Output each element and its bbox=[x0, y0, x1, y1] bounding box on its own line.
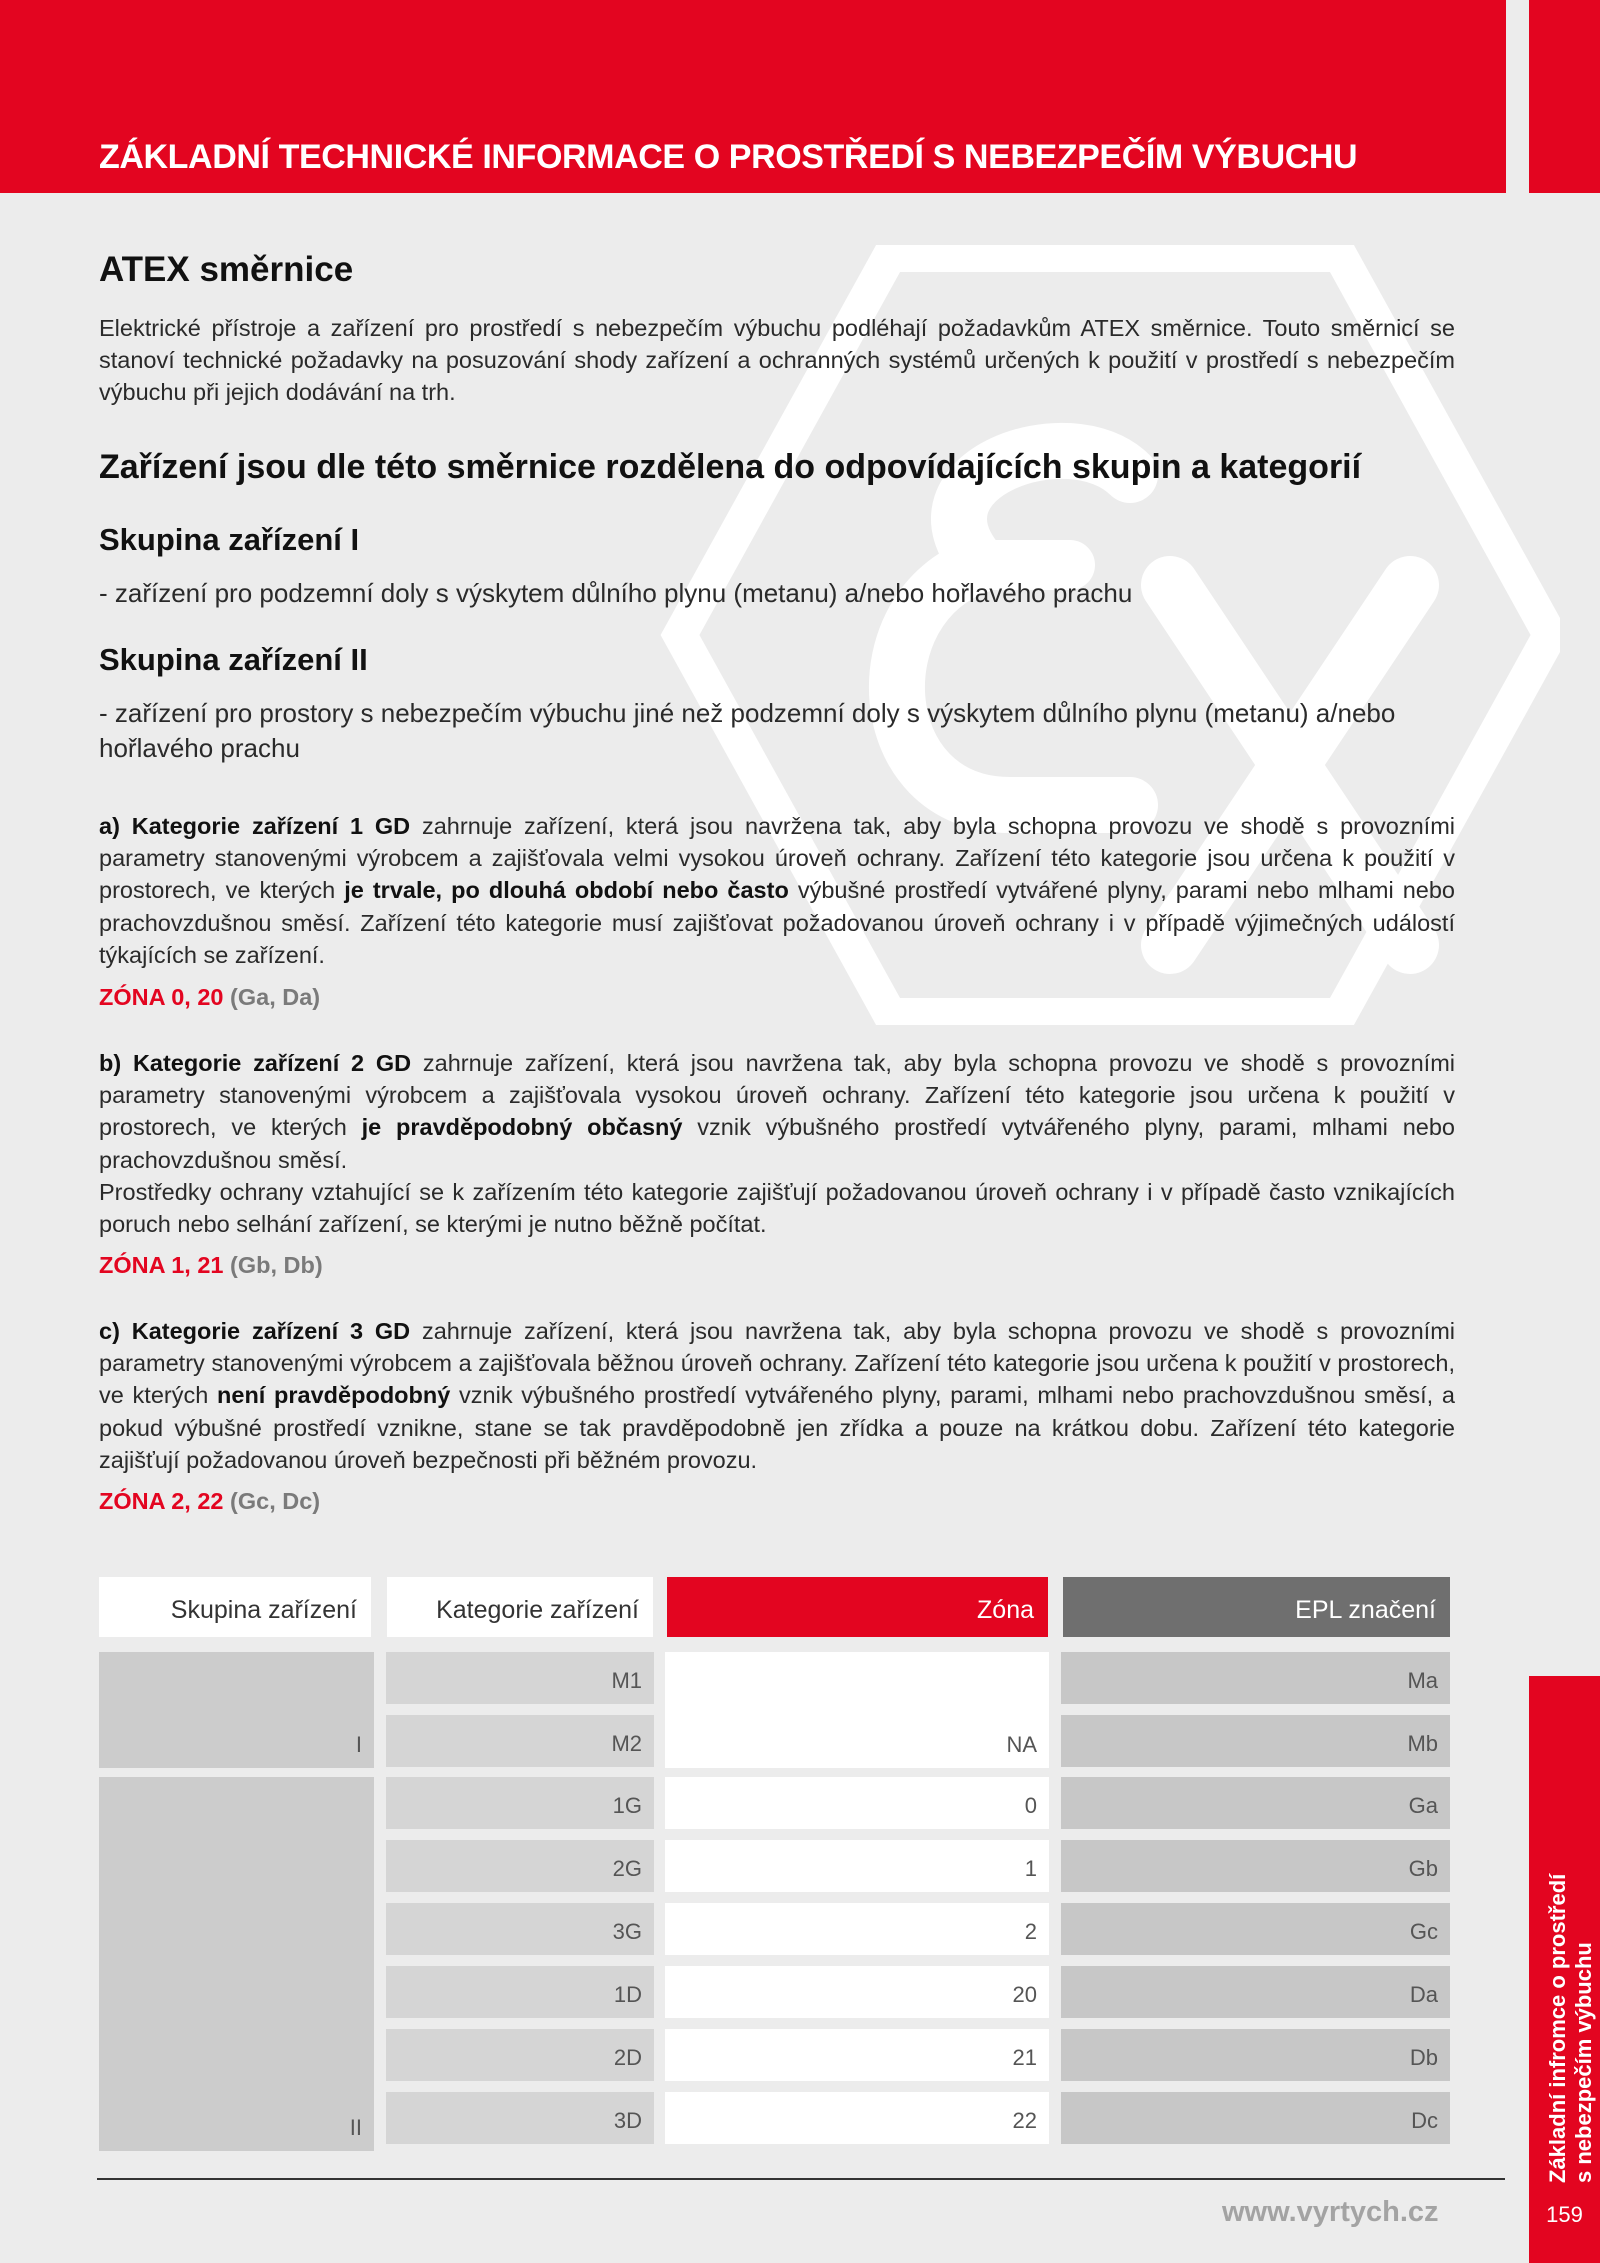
category-c-label: c) Kategorie zařízení 3 GD bbox=[99, 1318, 411, 1344]
table-epl-cell: Dc bbox=[1061, 2092, 1450, 2144]
table-zone-cell: NA bbox=[665, 1652, 1049, 1768]
table-category-cell: 3G bbox=[386, 1903, 654, 1955]
table-epl-cell: Gc bbox=[1061, 1903, 1450, 1955]
zone-a-label: ZÓNA 0, 20 bbox=[99, 984, 224, 1010]
table-header-epl: EPL značení bbox=[1063, 1577, 1450, 1637]
category-b-paragraph: b) Kategorie zařízení 2 GD zahrnuje zařízení, která jsou navržena tak, aby byla schopna provozu ve shodě s provozními parametry stanovenými výrobcem a zajišťovala vysokou úroveň ochrany. Zařízení této kategorie jsou určena k použití v prostorech, ve kterých je pravděpodobný občasný vznik výbušného prostředí vytvářeného plyny, parami, mlhami nebo prachovzdušnou směsí. Prostředky ochrany vztahující se k zařízením této kategorie zajišťují požadovanou úroveň ochrany i v případě často vznikajících poruch nebo selhání zařízení, se kterými je nutno běžně počítat. bbox=[99, 1050, 1456, 1238]
table-category-cell: 1G bbox=[386, 1777, 654, 1829]
footer-website[interactable]: www.vyrtych.cz bbox=[1222, 2196, 1439, 2228]
category-a-paragraph: a) Kategorie zařízení 1 GD zahrnuje zařízení, která jsou navržena tak, aby byla schopna provozu ve shodě s provozními parametry stanovenými výrobcem a zajišťovala velmi vysokou úroveň ochrany. Zařízení této kategorie jsou určena k použití v prostorech, ve kterých je trvale, po dlouhá období nebo často výbušné prostředí vytvářené plyny, parami nebo mlhami nebo prachovzdušnou směsí. Zařízení této kategorie musí zajišťovat požadovanou úroveň ochrany i v případě výjimečných událostí týkajících se zařízení. bbox=[99, 813, 1456, 968]
zone-c-label: ZÓNA 2, 22 bbox=[99, 1488, 224, 1514]
page-number: 159 bbox=[1546, 2202, 1583, 2227]
group-1-description: - zařízení pro podzemní doly s výskytem důlního plynu (metanu) a/nebo hořlavého prachu bbox=[99, 578, 1133, 608]
category-a-label: a) Kategorie zařízení 1 GD bbox=[99, 813, 411, 839]
table-epl-cell: Ma bbox=[1061, 1652, 1450, 1704]
table-header-group: Skupina zařízení bbox=[99, 1577, 371, 1637]
group-2-description: - zařízení pro prostory s nebezpečím výbuchu jiné než podzemní doly s výskytem důlního plynu (metanu) a/nebo hořlavého prachu bbox=[99, 698, 1396, 763]
table-zone-cell: 22 bbox=[665, 2092, 1049, 2144]
atex-intro-text: Elektrické přístroje a zařízení pro prostředí s nebezpečím výbuchu podléhají požadavkům ATEX směrnice. Touto směrnicí se stanoví technické požadavky na posuzování shody zařízení a ochranných systémů určených k použití v prostředí s nebezpečím výbuchu při jejich dodávání na trh. bbox=[99, 315, 1455, 405]
table-group-cell: II bbox=[99, 1777, 374, 2151]
zone-a-epl: (Ga, Da) bbox=[230, 984, 321, 1010]
table-category-cell: M2 bbox=[386, 1715, 654, 1767]
table-zone-cell: 1 bbox=[665, 1840, 1049, 1892]
section-heading-groups: Zařízení jsou dle této směrnice rozdělena do odpovídajících skupin a kategorií bbox=[99, 448, 1362, 486]
page-title: ZÁKLADNÍ TECHNICKÉ INFORMACE O PROSTŘEDÍ S NEBEZPEČÍM VÝBUCHU bbox=[99, 138, 1358, 176]
category-b-label: b) Kategorie zařízení 2 GD bbox=[99, 1050, 412, 1076]
section-heading-atex: ATEX směrnice bbox=[99, 250, 354, 289]
table-zone-cell: 21 bbox=[665, 2029, 1049, 2081]
footer-divider bbox=[97, 2178, 1505, 2180]
table-epl-cell: Gb bbox=[1061, 1840, 1450, 1892]
table-epl-cell: Db bbox=[1061, 2029, 1450, 2081]
table-category-cell: 2D bbox=[386, 2029, 654, 2081]
table-category-cell: 3D bbox=[386, 2092, 654, 2144]
header-tab bbox=[1529, 0, 1600, 193]
group-1-heading: Skupina zařízení I bbox=[99, 522, 360, 557]
zone-b-label: ZÓNA 1, 21 bbox=[99, 1252, 224, 1278]
category-b-emphasis: je pravděpodobný občasný bbox=[361, 1114, 683, 1141]
table-zone-cell: 2 bbox=[665, 1903, 1049, 1955]
group-2-heading: Skupina zařízení II bbox=[99, 642, 368, 677]
table-epl-cell: Ga bbox=[1061, 1777, 1450, 1829]
table-category-cell: 2G bbox=[386, 1840, 654, 1892]
zone-a-line bbox=[99, 984, 1455, 1011]
zone-c-line bbox=[99, 1488, 1455, 1515]
table-zone-cell: 0 bbox=[665, 1777, 1049, 1829]
table-epl-cell: Da bbox=[1061, 1966, 1450, 2018]
table-header-category: Kategorie zařízení bbox=[387, 1577, 653, 1637]
zone-b-line bbox=[99, 1252, 1455, 1279]
zone-b-epl: (Gb, Db) bbox=[230, 1252, 323, 1278]
table-zone-cell: 20 bbox=[665, 1966, 1049, 2018]
table-category-cell: M1 bbox=[386, 1652, 654, 1704]
category-a-emphasis: je trvale, po dlouhá období nebo často bbox=[344, 877, 789, 904]
zone-c-epl: (Gc, Dc) bbox=[230, 1488, 321, 1514]
table-epl-cell: Mb bbox=[1061, 1715, 1450, 1767]
table-group-cell: I bbox=[99, 1652, 374, 1768]
category-c-emphasis: není pravděpodobný bbox=[217, 1382, 451, 1409]
table-header-zone: Zóna bbox=[667, 1577, 1048, 1637]
side-tab-label: Základní infromce o prostředí s nebezpečím výbuchu bbox=[1545, 1873, 1596, 2183]
category-c-paragraph: c) Kategorie zařízení 3 GD zahrnuje zařízení, která jsou navržena tak, aby byla schopna provozu ve shodě s provozními parametry stanovenými výrobcem a zajišťovala běžnou úroveň ochrany. Zařízení této kategorie jsou určena k použití v prostorech, ve kterých není pravděpodobný vznik výbušného prostředí vytvářeného plyny, parami, mlhami nebo prachovzdušnou směsí, a pokud výbušné prostředí vznikne, stane se tak pravděpodobně jen zřídka a pouze na krátkou dobu. Zařízení této kategorie zajišťují požadovanou úroveň bezpečnosti při běžném provozu. bbox=[99, 1318, 1456, 1473]
table-category-cell: 1D bbox=[386, 1966, 654, 2018]
